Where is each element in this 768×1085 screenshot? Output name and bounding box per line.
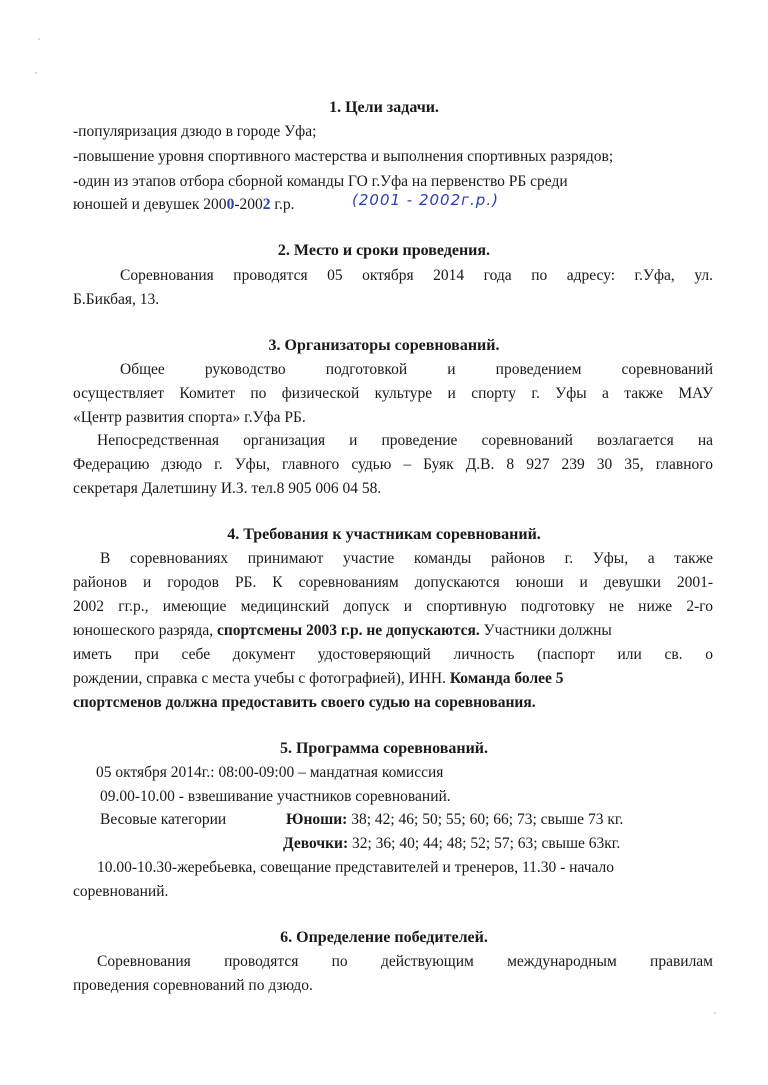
- handwritten-note: (2001 - 2002г.р.): [352, 191, 499, 209]
- requirements-line: В соревнованиях принимают участие команды районов г. Уфы, а также: [100, 550, 713, 567]
- requirements-line: рождении, справка с места учебы с фотографией), ИНН. Команда более 5: [73, 670, 564, 687]
- section-heading-program: 5. Программа соревнований.: [279, 740, 489, 757]
- scan-speck: [35, 72, 37, 74]
- judge-requirement-bold: Команда более 5: [449, 670, 564, 687]
- boys-weights: Юноши: 38; 42; 46; 50; 55; 60; 66; 73; свыше 73 кг.: [286, 811, 624, 828]
- scan-speck: [714, 1012, 716, 1014]
- organizers-line: секретаря Далетшину И.З. тел.8 905 006 04 58.: [73, 480, 382, 497]
- goal-line: -один из этапов отбора сборной команды ГО г.Уфа на первенство РБ среди: [73, 173, 568, 190]
- winners-line: Соревнования проводятся по действующим международным правилам: [97, 953, 713, 970]
- requirements-line: юношеского разряда, спортсмены 2003 г.р. не допускаются. Участники должны: [73, 622, 612, 639]
- weight-label: Весовые категории: [100, 811, 227, 828]
- program-line: соревнований.: [73, 883, 169, 900]
- goal-line: юношей и девушек 2000-2002 г.р.: [73, 196, 295, 213]
- venue-line: Б.Бикбая, 13.: [73, 291, 160, 308]
- organizers-line: осуществляет Комитет по физической культуре и спорту г. Уфы а также МАУ: [73, 385, 713, 402]
- organizers-line: Федерацию дзюдо г. Уфы, главного судью – Буяк Д.В. 8 927 239 30 35, главного: [73, 456, 713, 473]
- requirements-line: 2002 гг.р., имеющие медицинский допуск и спортивную подготовку не ниже 2-го: [73, 598, 713, 615]
- requirements-line: иметь при себе документ удостоверяющий личность (паспорт или св. о: [73, 646, 713, 663]
- requirements-line: районов и городов РБ. К соревнованиям допускаются юноши и девушки 2001-: [73, 574, 713, 591]
- section-heading-organizers: 3. Организаторы соревнований.: [268, 337, 500, 354]
- judge-requirement-bold: спортсменов должна предоставить своего судью на соревнования.: [73, 694, 536, 711]
- program-line: 05 октября 2014г.: 08:00-09:00 – мандатная комиссия: [96, 764, 444, 781]
- girls-weights: Девочки: 32; 36; 40; 44; 48; 52; 57; 63; свыше 63кг.: [283, 835, 621, 852]
- handwritten-correction: 0: [226, 196, 235, 213]
- section-heading-winners: 6. Определение победителей.: [280, 929, 488, 946]
- program-line: 10.00-10.30-жеребьевка, совещание представителей и тренеров, 11.30 - начало: [97, 859, 615, 876]
- goal-line: -популяризация дзюдо в городе Уфа;: [73, 123, 317, 140]
- restriction-bold: спортсмены 2003 г.р. не допускаются.: [216, 622, 480, 639]
- scan-speck: [38, 38, 40, 40]
- winners-line: проведения соревнований по дзюдо.: [73, 977, 313, 994]
- organizers-line: Непосредственная организация и проведение соревнований возлагается на: [97, 432, 713, 449]
- program-line: 09.00-10.00 - взвешивание участников соревнований.: [100, 788, 451, 805]
- goal-line: -повышение уровня спортивного мастерства и выполнения спортивных разрядов;: [73, 148, 614, 165]
- section-heading-goals: 1. Цели задачи.: [329, 99, 439, 116]
- section-heading-venue: 2. Место и сроки проведения.: [277, 242, 491, 259]
- handwritten-correction: 2: [262, 196, 271, 213]
- organizers-line: Общее руководство подготовкой и проведением соревнований: [120, 361, 713, 378]
- venue-line: Соревнования проводятся 05 октября 2014 года по адресу: г.Уфа, ул.: [120, 267, 713, 284]
- organizers-line: «Центр развития спорта» г.Уфа РБ.: [73, 409, 306, 426]
- section-heading-requirements: 4. Требования к участникам соревнований.: [227, 526, 541, 543]
